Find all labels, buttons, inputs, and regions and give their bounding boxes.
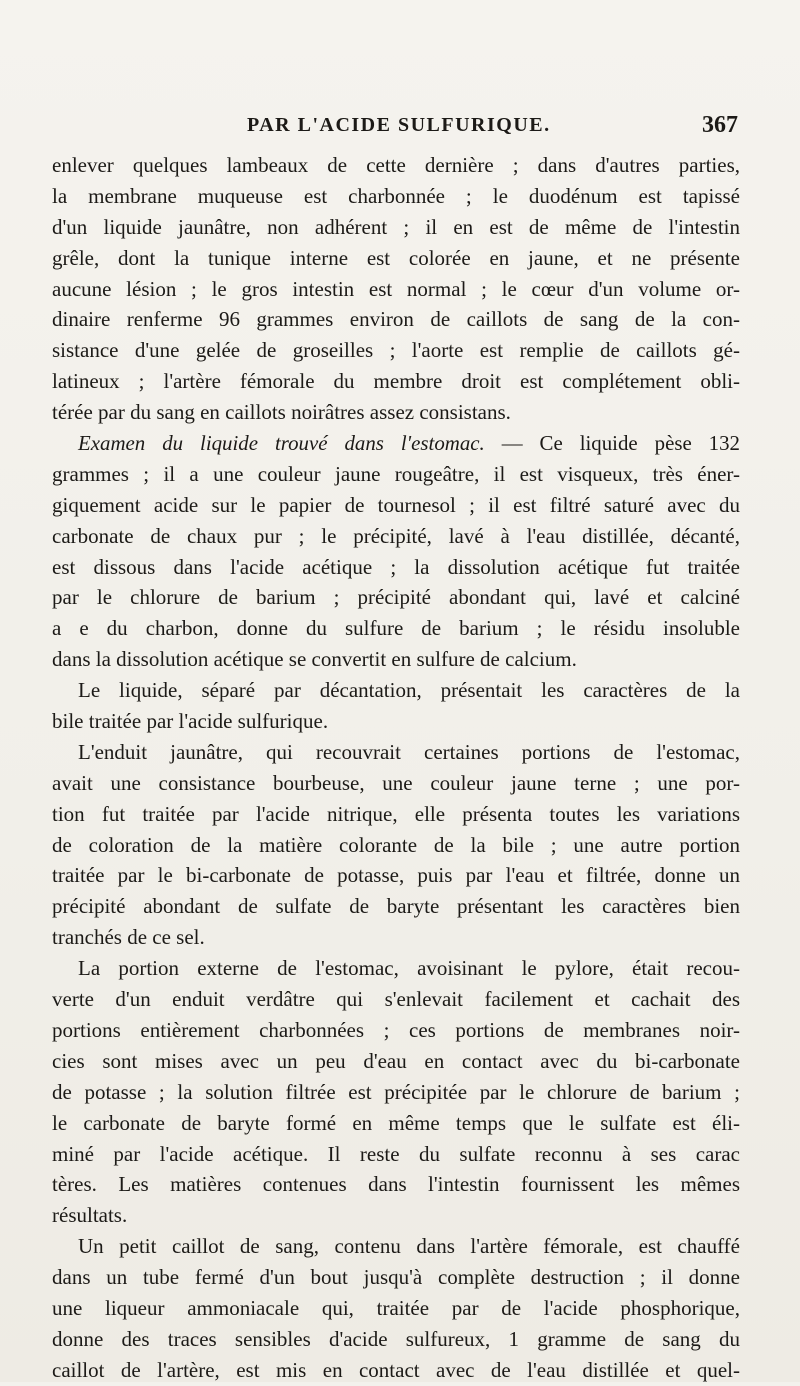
text-line: avait une consistance bourbeuse, une couleur jaune terne ; une por- bbox=[52, 770, 740, 795]
text-line: tion fut traitée par l'acide nitrique, elle présenta toutes les variations bbox=[52, 801, 740, 826]
text-line: dans un tube fermé d'un bout jusqu'à complète destruction ; il donne bbox=[52, 1265, 740, 1290]
text-line: dans la dissolution acétique se convertit en sulfure de calcium. bbox=[52, 647, 577, 672]
text-line: bile traitée par l'acide sulfurique. bbox=[52, 709, 329, 734]
text-line: par le chlorure de barium ; précipité abondant qui, lavé et calciné bbox=[52, 585, 740, 610]
body-text bbox=[52, 150, 740, 1386]
text-line: résultats. bbox=[52, 1203, 128, 1228]
text-line: Le liquide, séparé par décantation, présentait les caractères de la bbox=[78, 678, 740, 703]
text-line: giquement acide sur le papier de tournesol ; il est filtré saturé avec du bbox=[52, 492, 740, 517]
running-head: PAR L'ACIDE SULFURIQUE. bbox=[247, 114, 551, 136]
text-line: a e du charbon, donne du sulfure de barium ; le résidu insoluble bbox=[52, 616, 740, 641]
text-line: enlever quelques lambeaux de cette dernière ; dans d'autres parties, bbox=[52, 153, 740, 177]
text-line: aucune lésion ; le gros intestin est normal ; le cœur d'un volume or- bbox=[52, 276, 740, 301]
text-line: carbonate de chaux pur ; le précipité, lavé à l'eau distillée, décanté, bbox=[52, 523, 740, 548]
text-line: grêle, dont la tunique interne est colorée en jaune, et ne présente bbox=[52, 245, 740, 270]
text-line: L'enduit jaunâtre, qui recouvrait certaines portions de l'estomac, bbox=[78, 739, 740, 764]
text-line: grammes ; il a une couleur jaune rougeâtre, il est visqueux, très éner- bbox=[52, 461, 740, 486]
page-header bbox=[52, 112, 742, 144]
text-line: traitée par le bi-carbonate de potasse, puis par l'eau et filtrée, donne un bbox=[52, 863, 740, 888]
text-line: miné par l'acide acétique. Il reste du sulfate reconnu à ses carac bbox=[52, 1141, 740, 1166]
text-line: portions entièrement charbonnées ; ces portions de membranes noir- bbox=[52, 1017, 740, 1042]
text-line: une liqueur ammoniacale qui, traitée par de l'acide phosphorique, bbox=[52, 1295, 740, 1320]
text-line: latineux ; l'artère fémorale du membre droit est complétement obli- bbox=[52, 369, 740, 394]
text-line: dinaire renferme 96 grammes environ de caillots de sang de la con- bbox=[52, 307, 740, 332]
text-line: tères. Les matières contenues dans l'intestin fournissent les mêmes bbox=[52, 1172, 740, 1197]
text-line: tranchés de ce sel. bbox=[52, 925, 205, 950]
text-line: de potasse ; la solution filtrée est précipitée par le chlorure de barium ; bbox=[52, 1079, 740, 1104]
text-line: est dissous dans l'acide acétique ; la dissolution acétique fut traitée bbox=[52, 554, 740, 579]
text-line: caillot de l'artère, est mis en contact avec de l'eau distillée et quel- bbox=[52, 1357, 740, 1382]
text-line: La portion externe de l'estomac, avoisinant le pylore, était recou- bbox=[78, 956, 740, 981]
text-line: donne des traces sensibles d'acide sulfureux, 1 gramme de sang du bbox=[52, 1326, 740, 1351]
text-line: cies sont mises avec un peu d'eau en contact avec du bi-carbonate bbox=[52, 1048, 740, 1073]
text-line: Examen du liquide trouvé dans l'estomac. — Ce liquide pèse 132 bbox=[78, 431, 740, 456]
page-number: 367 bbox=[702, 112, 738, 138]
text-line: le carbonate de baryte formé en même temps que le sulfate est éli- bbox=[52, 1110, 740, 1135]
text-line: précipité abondant de sulfate de baryte présentant les caractères bien bbox=[52, 894, 740, 919]
text-line: verte d'un enduit verdâtre qui s'enlevait facilement et cachait des bbox=[52, 987, 740, 1012]
text-line: Un petit caillot de sang, contenu dans l'artère fémorale, est chauffé bbox=[78, 1234, 740, 1259]
text-line: de coloration de la matière colorante de la bile ; une autre portion bbox=[52, 832, 740, 857]
text-line: térée par du sang en caillots noirâtres assez consistans. bbox=[52, 400, 511, 425]
text-line: la membrane muqueuse est charbonnée ; le duodénum est tapissé bbox=[52, 183, 740, 208]
text-line: d'un liquide jaunâtre, non adhérent ; il en est de même de l'intestin bbox=[52, 214, 740, 239]
section-heading: Examen du liquide trouvé dans l'estomac. bbox=[78, 431, 485, 456]
text-line: sistance d'une gelée de groseilles ; l'aorte est remplie de caillots gé- bbox=[52, 338, 740, 363]
